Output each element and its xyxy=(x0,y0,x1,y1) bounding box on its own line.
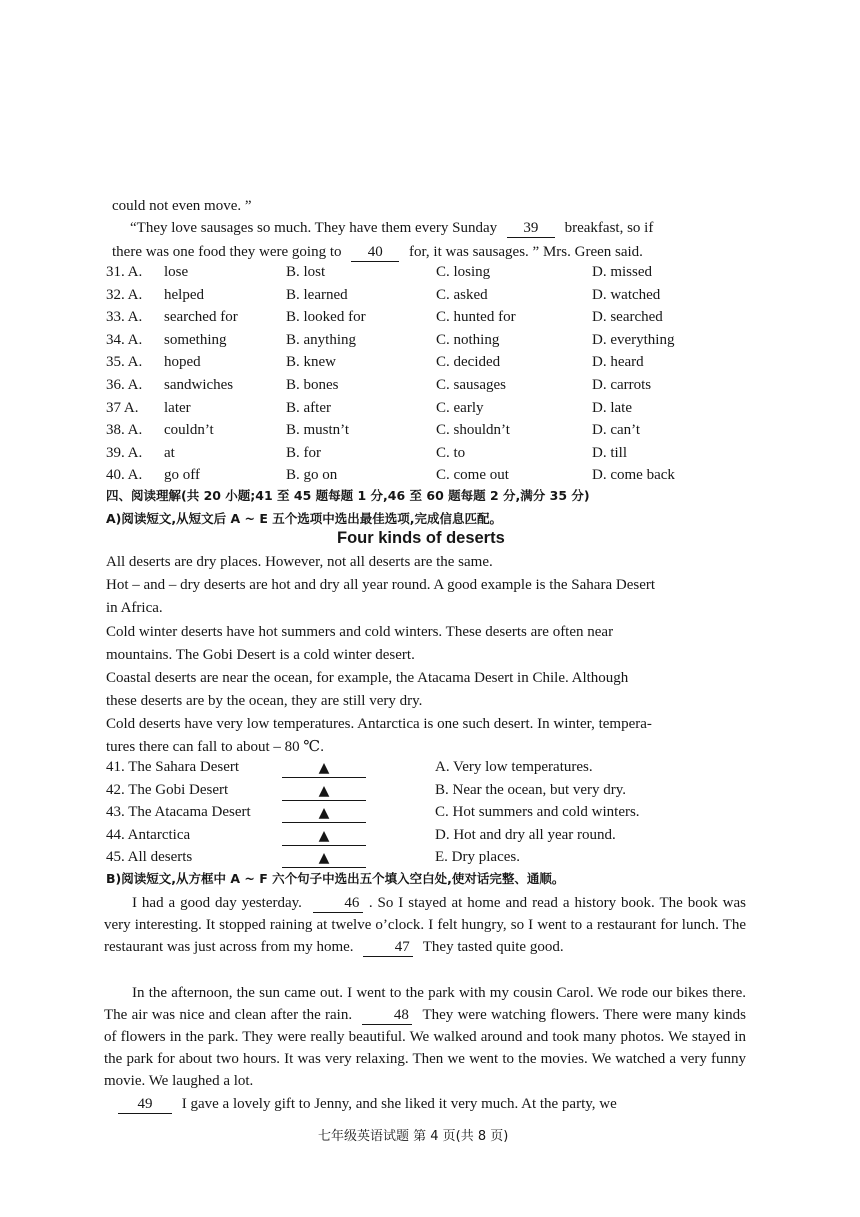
option-choice: helped xyxy=(164,286,204,303)
matching-question: 45. All deserts xyxy=(106,849,193,865)
matching-row xyxy=(106,804,726,826)
text-line: could not even move. ” xyxy=(112,198,252,214)
option-number: 32. A. xyxy=(106,286,143,303)
option-number: 40. A. xyxy=(106,467,143,484)
part-a-instruction: A)阅读短文,从短文后 A ~ E 五个选项中选出最佳选项,完成信息匹配。 xyxy=(106,511,502,526)
option-number: 39. A. xyxy=(106,444,143,461)
option-number: 38. A. xyxy=(106,422,143,439)
matching-option: C. Hot summers and cold winters. xyxy=(435,804,640,820)
matching-row xyxy=(106,759,726,781)
text-line xyxy=(130,218,653,238)
blank-47: 47 xyxy=(363,938,413,957)
option-choice: C. decided xyxy=(436,354,501,371)
passage-line: tures there can fall to about – 80 ℃. xyxy=(106,739,324,755)
option-row xyxy=(106,309,746,331)
passage-line: in Africa. xyxy=(106,600,163,616)
matching-question: 42. The Gobi Desert xyxy=(106,781,229,798)
text-fragment: They tasted quite good. xyxy=(422,939,564,955)
option-choice: D. late xyxy=(592,399,632,416)
blank-48: 48 xyxy=(362,1006,412,1025)
option-choice: C. hunted for xyxy=(436,309,516,326)
text-fragment: “They love sausages so much. They have them every Sunday xyxy=(130,220,498,236)
passage-line: mountains. The Gobi Desert is a cold winter desert. xyxy=(106,647,415,663)
option-choice: D. till xyxy=(592,444,628,461)
text-fragment: I gave a lovely gift to Jenny, and she liked it very much. At the party, we xyxy=(181,1096,617,1112)
text-line xyxy=(112,242,643,262)
blank-46: 46 xyxy=(313,894,363,913)
matching-question: 41. The Sahara Desert xyxy=(106,759,240,775)
option-choice: D. heard xyxy=(592,354,644,371)
text-fragment: I had a good day yesterday. xyxy=(132,895,302,911)
option-choice: couldn’t xyxy=(164,422,214,439)
matching-option: B. Near the ocean, but very dry. xyxy=(435,781,627,798)
passage-b-paragraph-2 xyxy=(104,982,746,1092)
option-choice: D. searched xyxy=(592,309,663,326)
option-row xyxy=(106,264,746,286)
option-choice: C. early xyxy=(436,399,484,416)
option-number: 35. A. xyxy=(106,354,143,371)
matching-question: 44. Antarctica xyxy=(106,826,191,843)
option-choice: B. for xyxy=(286,444,321,461)
option-choice: C. asked xyxy=(436,286,488,303)
option-choice: B. looked for xyxy=(286,309,366,326)
option-number: 31. A. xyxy=(106,264,143,280)
option-row xyxy=(106,332,746,354)
answer-blank: ▲ xyxy=(282,782,366,801)
option-choice: C. to xyxy=(436,444,466,461)
text-fragment: In the afternoon, the sun came out. I went to the park with my cousin Carol. We rode our bikes there. The air was nice and clean after the rain. xyxy=(104,985,746,1023)
option-choice: D. watched xyxy=(592,286,661,303)
text-fragment: They were watching flowers. There were many kinds of flowers in the park. They were really beautiful. We walked around and took many photos. We stayed in the park for about two hours. It was very relaxing. Then we went to the movies. We watched a very funny movie. We laughed a lot. xyxy=(104,1007,747,1089)
passage-line: these deserts are by the ocean, they are still very dry. xyxy=(106,693,423,709)
option-number: 34. A. xyxy=(106,331,143,348)
blank-39: 39 xyxy=(507,219,555,238)
matching-option: E. Dry places. xyxy=(435,849,520,865)
option-choice: C. shouldn’t xyxy=(436,422,510,439)
matching-option: D. Hot and dry all year round. xyxy=(435,826,616,843)
blank-40: 40 xyxy=(351,243,399,262)
text-fragment: for, it was sausages. ” Mrs. Green said. xyxy=(409,244,643,260)
option-choice: sandwiches xyxy=(164,377,234,393)
blank-49: 49 xyxy=(118,1095,172,1114)
option-choice: B. go on xyxy=(286,467,338,484)
option-row xyxy=(106,354,746,376)
text-fragment: breakfast, so if xyxy=(564,220,654,236)
passage-b-paragraph-1 xyxy=(104,892,746,958)
option-number: 37 A. xyxy=(106,399,139,416)
passage-line: Hot – and – dry deserts are hot and dry all year round. A good example is the Sahara Desert xyxy=(106,577,656,593)
option-choice: at xyxy=(164,444,175,461)
page-footer: 七年级英语试题 第 4 页(共 8 页) xyxy=(318,1129,509,1144)
passage-line: Cold deserts have very low temperatures. Antarctica is one such desert. In winter, tempera- xyxy=(106,716,652,732)
passage-line: Coastal deserts are near the ocean, for example, the Atacama Desert in Chile. Although xyxy=(106,670,629,686)
option-choice: D. missed xyxy=(592,264,652,280)
matching-option: A. Very low temperatures. xyxy=(435,759,593,775)
option-choice: B. knew xyxy=(286,354,336,371)
matching-row xyxy=(106,782,726,804)
option-row xyxy=(106,422,746,444)
answer-blank: ▲ xyxy=(282,804,366,823)
option-choice: B. bones xyxy=(286,377,339,393)
passage-line: All deserts are dry places. However, not all deserts are the same. xyxy=(106,554,493,570)
text-fragment: . So I stayed at home and read a history book. The book was very interesting. It stopped raining at twelve o’clock. I felt hungry, so I went to a restaurant for lunch. The restaurant was just across from my home. xyxy=(104,895,746,955)
matching-row xyxy=(106,827,726,849)
option-number: 36. A. xyxy=(106,377,143,393)
option-choice: D. come back xyxy=(592,467,675,484)
option-choice: hoped xyxy=(164,354,201,371)
answer-blank: ▲ xyxy=(282,849,366,868)
matching-question: 43. The Atacama Desert xyxy=(106,804,251,820)
matching-row xyxy=(106,849,726,871)
option-choice: C. sausages xyxy=(436,377,506,393)
passage-title: Four kinds of deserts xyxy=(337,529,505,547)
option-choice: go off xyxy=(164,467,200,484)
section-heading: 四、阅读理解(共 20 小题;41 至 45 题每题 1 分,46 至 60 题每题 2 分,满分 35 分) xyxy=(106,488,590,503)
option-row xyxy=(106,377,746,399)
option-choice: B. learned xyxy=(286,286,348,303)
option-row xyxy=(106,445,746,467)
option-row xyxy=(106,400,746,422)
option-choice: C. come out xyxy=(436,467,509,484)
option-choice: something xyxy=(164,331,227,348)
option-choice: later xyxy=(164,399,191,416)
option-row xyxy=(106,287,746,309)
option-choice: B. anything xyxy=(286,331,356,348)
option-choice: lose xyxy=(164,264,189,280)
passage-line: Cold winter deserts have hot summers and cold winters. These deserts are often near xyxy=(106,624,614,640)
option-choice: D. can’t xyxy=(592,422,641,439)
option-choice: D. carrots xyxy=(592,377,652,393)
answer-blank: ▲ xyxy=(282,759,366,778)
option-choice: B. after xyxy=(286,399,331,416)
option-choice: D. everything xyxy=(592,331,675,348)
option-choice: C. losing xyxy=(436,264,491,280)
option-choice: B. lost xyxy=(286,264,326,280)
passage-b-paragraph-3 xyxy=(104,1094,617,1114)
part-b-instruction: B)阅读短文,从方框中 A ~ F 六个句子中选出五个填入空白处,使对话完整、通顺。 xyxy=(106,871,565,886)
option-number: 33. A. xyxy=(106,309,143,326)
option-choice: searched for xyxy=(164,309,238,326)
text-fragment: there was one food they were going to xyxy=(112,244,342,260)
option-choice: C. nothing xyxy=(436,331,500,348)
option-choice: B. mustn’t xyxy=(286,422,350,439)
answer-blank: ▲ xyxy=(282,827,366,846)
